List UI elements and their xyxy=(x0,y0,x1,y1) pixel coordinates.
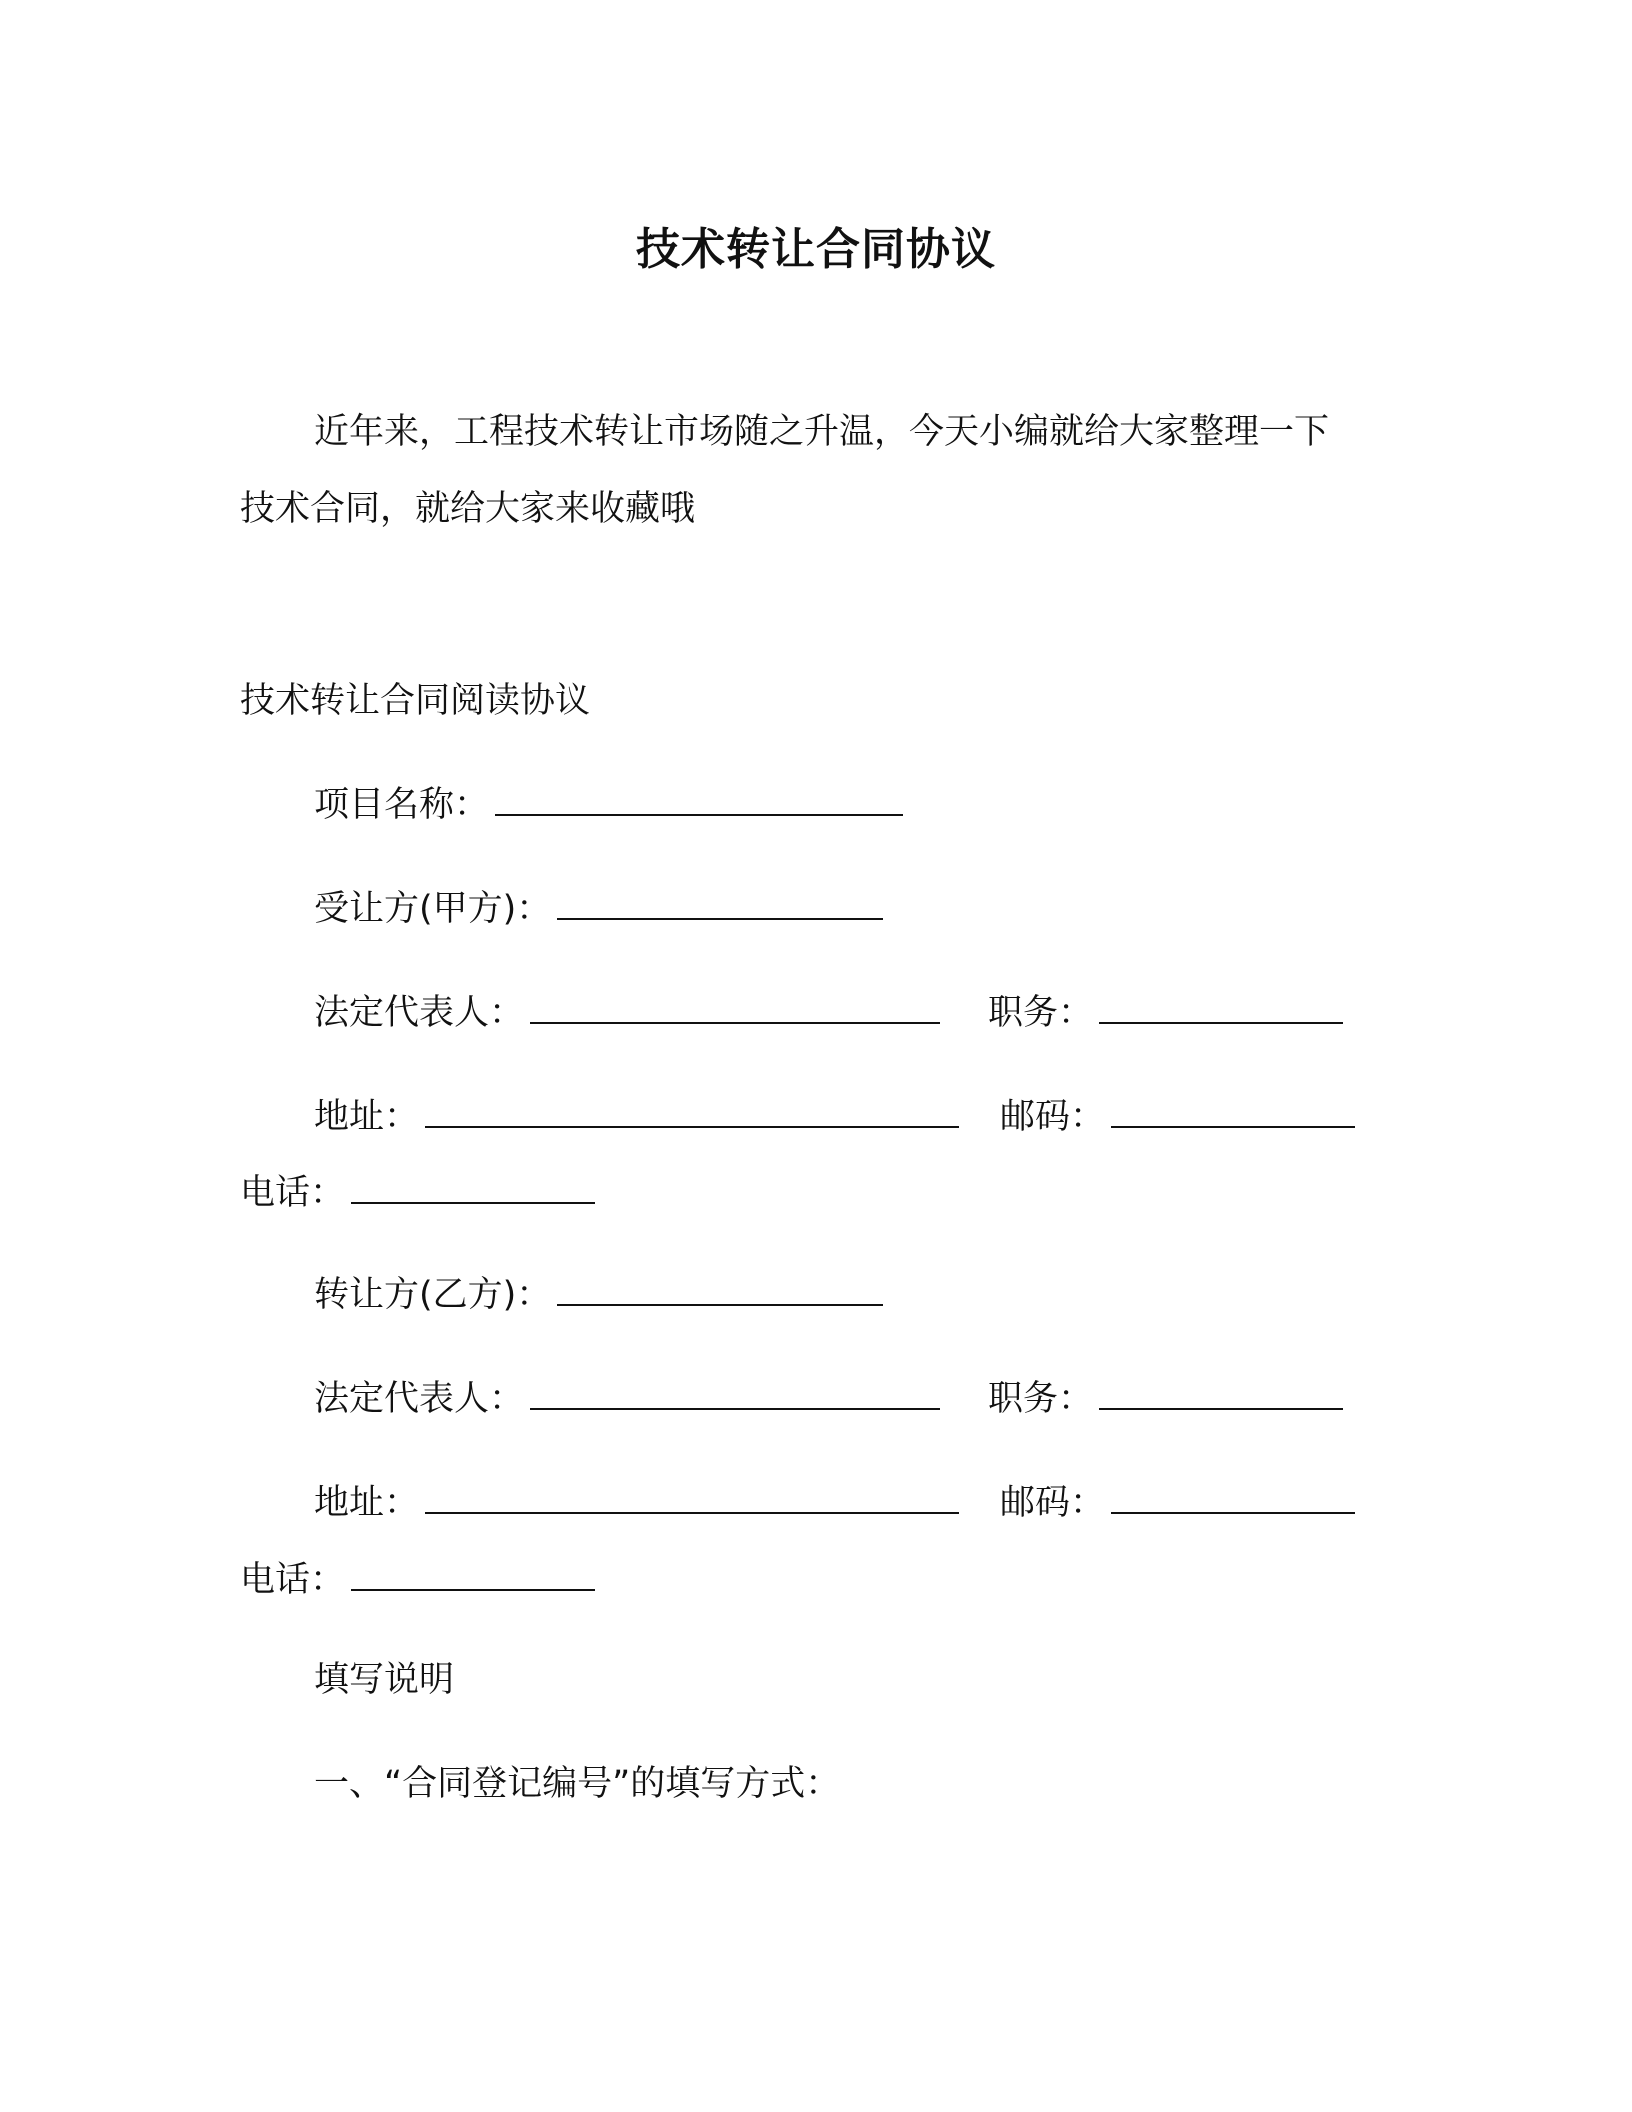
intro-paragraph: 近年来，工程技术转让市场随之升温，今天小编就给大家整理一下技术合同，就给大家来收藏哦 xyxy=(240,412,1330,529)
party-b-phone-label: 电话： xyxy=(240,1560,346,1600)
party-b-row xyxy=(314,1270,883,1319)
party-b-phone-row xyxy=(240,1555,595,1604)
party-b-title-row xyxy=(988,1374,1343,1423)
party-a-rep-blank[interactable] xyxy=(530,988,940,1024)
party-b-zip-blank[interactable] xyxy=(1111,1478,1355,1514)
party-a-address-row xyxy=(314,1092,959,1141)
party-b-label: 转让方(乙方)： xyxy=(314,1275,552,1315)
project-name-row xyxy=(314,780,903,829)
party-a-phone-blank[interactable] xyxy=(351,1168,595,1204)
party-a-rep-row xyxy=(314,988,940,1037)
party-a-address-blank[interactable] xyxy=(425,1092,959,1128)
document-title: 技术转让合同协议 xyxy=(636,224,996,275)
party-a-title-label: 职务： xyxy=(988,993,1094,1033)
party-b-zip-label: 邮码： xyxy=(1000,1483,1106,1523)
party-b-title-blank[interactable] xyxy=(1099,1374,1343,1410)
section-heading: 技术转让合同阅读协议 xyxy=(240,681,591,721)
instruction-item-1: 一、“合同登记编号”的填写方式： xyxy=(314,1764,841,1804)
party-a-phone-label: 电话： xyxy=(240,1173,346,1213)
party-a-blank[interactable] xyxy=(557,884,883,920)
party-b-title-label: 职务： xyxy=(988,1379,1094,1419)
party-a-row xyxy=(314,884,883,933)
party-a-rep-label: 法定代表人： xyxy=(314,993,525,1033)
party-b-rep-label: 法定代表人： xyxy=(314,1379,525,1419)
party-a-zip-blank[interactable] xyxy=(1111,1092,1355,1128)
project-name-blank[interactable] xyxy=(495,780,903,816)
party-b-rep-blank[interactable] xyxy=(530,1374,940,1410)
party-a-title-blank[interactable] xyxy=(1099,988,1343,1024)
party-b-rep-row xyxy=(314,1374,940,1423)
party-b-address-row xyxy=(314,1478,959,1527)
party-b-address-label: 地址： xyxy=(314,1483,420,1523)
party-b-phone-blank[interactable] xyxy=(351,1555,595,1591)
party-a-zip-label: 邮码： xyxy=(1000,1097,1106,1137)
party-b-blank[interactable] xyxy=(557,1270,883,1306)
project-name-label: 项目名称： xyxy=(314,785,490,825)
party-a-label: 受让方(甲方)： xyxy=(314,889,552,929)
instructions-heading: 填写说明 xyxy=(314,1660,455,1700)
party-b-zip-row xyxy=(1000,1478,1355,1527)
party-a-zip-row xyxy=(1000,1092,1355,1141)
party-a-phone-row xyxy=(240,1168,595,1217)
party-a-address-label: 地址： xyxy=(314,1097,420,1137)
party-a-title-row xyxy=(988,988,1343,1037)
party-b-address-blank[interactable] xyxy=(425,1478,959,1514)
